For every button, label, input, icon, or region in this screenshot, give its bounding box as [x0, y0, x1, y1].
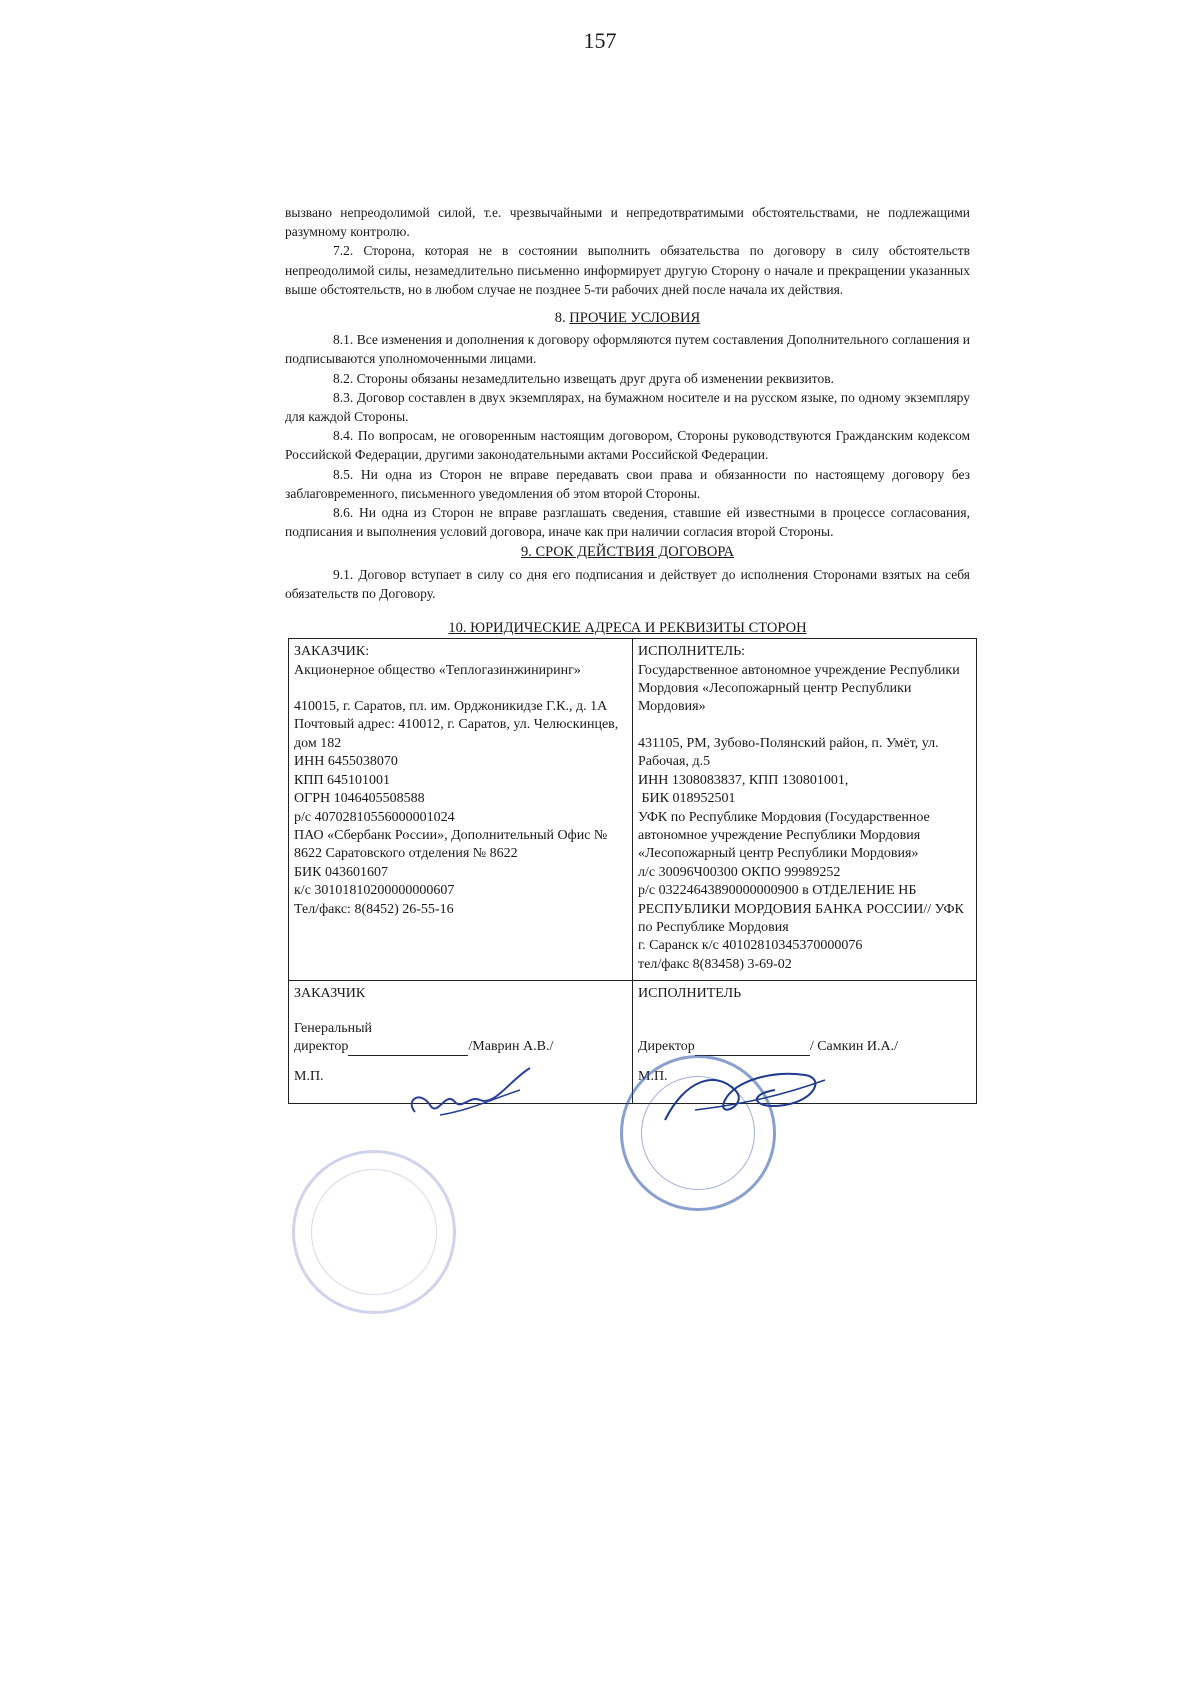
- customer-sign-name: /Маврин А.В./: [468, 1038, 554, 1054]
- section-10-title: 10. ЮРИДИЧЕСКИЕ АДРЕСА И РЕКВИЗИТЫ СТОРОН: [448, 620, 807, 637]
- section-9-heading: [285, 543, 970, 562]
- contractor-sign-heading: ИСПОЛНИТЕЛЬ: [638, 986, 742, 1002]
- contractor-ufk: УФК по Республике Мордовия (Государственное автономное учреждение Республики Мордовия «Лесопожарный центр Республики Мордовия»: [638, 809, 930, 862]
- contractor-signature: [655, 1060, 835, 1140]
- paragraph-7-2: 7.2. Сторона, которая не в состоянии выполнить обязательства по договору в силу обстоятельств непреодолимой силы, незамедлительно письменно информирует другую Сторону о начале и прекращении указанных выше обстоятельств, но в любом случае не позднее 5-ти рабочих дней после начала их действия.: [285, 243, 970, 297]
- contractor-bik: БИК 018952501: [638, 791, 736, 807]
- contractor-ls-okpo: л/с 30096Ч00300 ОКПО 99989252: [638, 864, 841, 880]
- contractor-heading: ИСПОЛНИТЕЛЬ:: [638, 644, 746, 660]
- contractor-sign-role: Директор: [638, 1038, 695, 1054]
- clause-8-2: 8.2. Стороны обязаны незамедлительно извещать друг друга об изменении реквизитов.: [333, 370, 834, 386]
- customer-corr-account: к/с 30101810200000000607: [294, 883, 455, 899]
- clause-8-6: 8.6. Ни одна из Сторон не вправе разглашать сведения, ставшие ей известными в процессе согласования, подписания и выполнения условий договора, иначе как при наличии согласия второй Стороны.: [285, 505, 970, 540]
- customer-bank: ПАО «Сбербанк России», Дополнительный Офис № 8622 Саратовского отделения № 8622: [294, 827, 608, 862]
- section-9-title: 9. СРОК ДЕЙСТВИЯ ДОГОВОРА: [520, 544, 735, 561]
- signature-row: [289, 981, 977, 1104]
- contractor-phone: тел/факс 8(83458) 3-69-02: [638, 956, 792, 972]
- customer-sign-role-line: [294, 1038, 627, 1056]
- customer-ogrn: ОГРН 1046405508588: [294, 791, 425, 807]
- contractor-corr-account: г. Саранск к/с 40102810345370000076: [638, 938, 863, 954]
- contractor-requisites: [633, 639, 977, 981]
- customer-sign-heading: ЗАКАЗЧИК: [294, 986, 366, 1002]
- customer-signature: [400, 1060, 540, 1130]
- document-body: [285, 203, 970, 1104]
- clause-8-4: 8.4. По вопросам, не оговоренным настоящим договором, Стороны руководствуются Гражданским кодексом Российской Федерации, другими законодательными актами Российской Федерации.: [285, 428, 970, 463]
- clause-9-1: 9.1. Договор вступает в силу со дня его подписания и действует до исполнения Сторонами взятых на себя обязательств по Договору.: [285, 566, 970, 601]
- clause-8-5: 8.5. Ни одна из Сторон не вправе передавать свои права и обязанности по настоящему договору без заблаговременного, письменного уведомления об этом второй Стороны.: [285, 466, 970, 501]
- requisites-table: [288, 638, 977, 1104]
- customer-requisites: [289, 639, 633, 981]
- customer-postal-address: Почтовый адрес: 410012, г. Саратов, ул. Челюскинцев, дом 182: [294, 717, 619, 751]
- requisites-row: [289, 639, 977, 981]
- contractor-sign-role-line: [638, 1038, 971, 1056]
- section-8-heading: [285, 309, 970, 328]
- customer-account: р/с 40702810556000001024: [294, 809, 455, 825]
- customer-seal: [292, 1150, 456, 1314]
- clause-8-3: 8.3. Договор составлен в двух экземплярах, на бумажном носителе и на русском языке, по одному экземпляру для каждой Стороны.: [285, 389, 970, 425]
- customer-bik: БИК 043601607: [294, 864, 388, 880]
- customer-signature-line: [348, 1055, 468, 1056]
- section-10-heading: [285, 619, 970, 638]
- customer-sign-role-1: Генеральный: [294, 1020, 373, 1036]
- customer-address: 410015, г. Саратов, пл. им. Орджоникидзе Г.К., д. 1А: [294, 699, 608, 715]
- contractor-account: р/с 03224643890000000900 в ОТДЕЛЕНИЕ НБ РЕСПУБЛИКИ МОРДОВИЯ БАНКА РОССИИ// УФК по Республике Мордовия: [638, 883, 964, 935]
- page-number: 157: [583, 28, 617, 53]
- contractor-sign-name: / Самкин И.А./: [809, 1038, 899, 1054]
- section-8-title: ПРОЧИЕ УСЛОВИЯ: [569, 310, 701, 327]
- contractor-address: 431105, РМ, Зубово-Полянский район, п. Умёт, ул. Рабочая, д.5: [638, 735, 939, 770]
- customer-heading: ЗАКАЗЧИК:: [294, 644, 370, 660]
- customer-kpp: КПП 645101001: [294, 772, 391, 788]
- customer-phone: Тел/факс: 8(8452) 26-55-16: [294, 901, 454, 917]
- customer-sign-role-2: директор: [294, 1038, 349, 1054]
- paragraph-force-majeure: вызвано непреодолимой силой, т.е. чрезвычайными и непредотвратимыми обстоятельствами, не подлежащими разумному контролю.: [285, 205, 970, 240]
- customer-inn: ИНН 6455038070: [294, 754, 398, 770]
- clause-8-1: 8.1. Все изменения и дополнения к договору оформляются путем составления Дополнительного соглашения и подписываются уполномоченными лицами.: [285, 332, 970, 367]
- contractor-name: Государственное автономное учреждение Республики Мордовия «Лесопожарный центр Республики Мордовия»: [638, 662, 960, 715]
- contractor-stamp-label: М.П.: [638, 1068, 668, 1084]
- customer-name: Акционерное общество «Теплогазинжиниринг»: [294, 662, 581, 678]
- contractor-inn-kpp: ИНН 1308083837, КПП 130801001,: [638, 772, 849, 788]
- section-8-number: 8.: [554, 310, 566, 327]
- customer-stamp-label: М.П.: [294, 1069, 324, 1085]
